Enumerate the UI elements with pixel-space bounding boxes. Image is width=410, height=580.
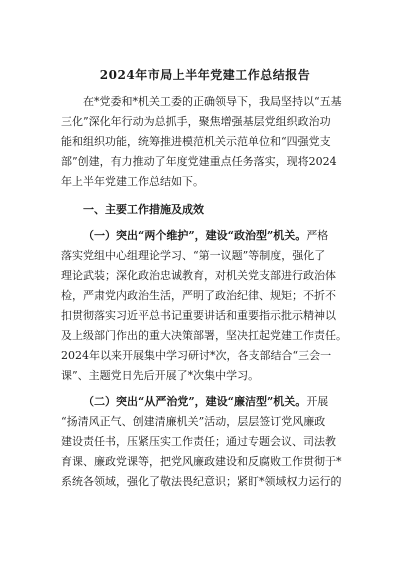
paragraph-line: 课”、主题党日先后开展了*次集中学习。 (61, 369, 260, 382)
section-heading: 一、主要工作措施及成效 (83, 203, 204, 216)
paragraph-line: 落实党组中心组理论学习、“第一议题”等制度，强化了 (61, 249, 326, 262)
paragraph-line: 检，严肃党内政治生活，严明了政治纪律、规矩；不折不 (61, 289, 336, 302)
subsection-heading-line (61, 392, 348, 412)
paragraph-line: 部”创建，有力推动了年度党建重点任务落实，现将2024 (61, 155, 337, 168)
paragraph-line: 在*党委和*机关工委的正确领导下，我局坚持以“五基 (83, 95, 342, 108)
paragraph-line: 年上半年党建工作总结如下。 (61, 175, 204, 188)
paragraph-line: 扣贯彻落实习近平总书记重要讲话和重要指示批示精神以 (61, 309, 336, 322)
subsection-heading: （一）突出“两个维护”，建设“政治型”机关。 (83, 229, 307, 242)
paragraph-line: 能和组织功能，统筹推进模范机关示范单位和“四强党支 (61, 135, 331, 148)
document-title: 2024年市局上半年党建工作总结报告 (99, 68, 311, 82)
subsection-heading-line (61, 226, 348, 246)
paragraph-line: 育课、廉政党课等，把党风廉政建设和反腐败工作贯彻于* (61, 455, 342, 468)
paragraph-line: 2024年以来开展集中学习研讨*次，各支部结合“三会一 (61, 349, 332, 362)
paragraph-line: 三化”深化年行动为总抓手，聚焦增强基层党组织政治功 (61, 115, 331, 128)
document-body (61, 92, 348, 492)
paragraph-line: “扬清风正气、创建清廉机关”活动，层层签订党风廉政 (61, 415, 326, 428)
paragraph-line: 建设责任书，压紧压实工作责任；通过专题会议、司法教 (61, 435, 336, 448)
paragraph-line: 系统各领域，强化了敬法畏纪意识；紧盯*领域权力运行的 (61, 475, 342, 488)
paragraph-line: 及上级部门作出的重大决策部署，坚决扛起党建工作责任。 (61, 329, 347, 342)
subsection-heading-tail: 开展 (306, 395, 329, 408)
subsection-heading: （二）突出“从严治党”，建设“廉洁型”机关。 (83, 395, 307, 408)
subsection-heading-tail: 严格 (306, 229, 329, 242)
paragraph-line: 理论武装；深化政治忠诚教育，对机关党支部进行政治体 (61, 269, 336, 282)
